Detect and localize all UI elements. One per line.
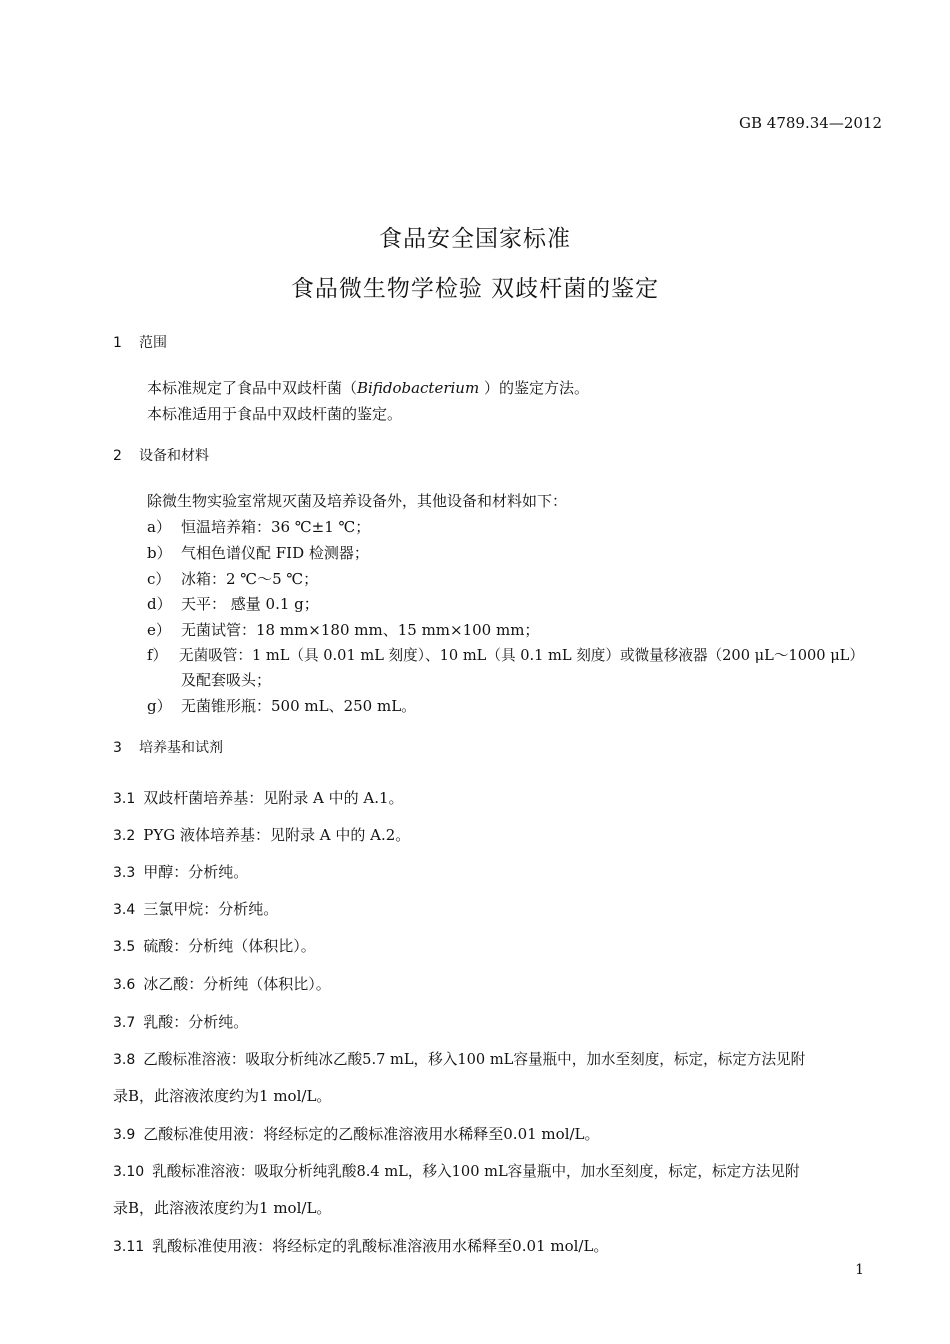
list-label: c） xyxy=(147,570,171,588)
subsection-number: 3.2 xyxy=(113,828,136,844)
subsection-text: 乳酸：分析纯。 xyxy=(143,1013,249,1031)
subsection-number: 3.4 xyxy=(113,902,136,918)
list-text: 恒温培养箱：36 ℃±1 ℃； xyxy=(181,518,371,536)
list-text: 无菌试管：18 mm×180 mm、15 mm×100 mm； xyxy=(181,621,540,639)
subsection-text: 乳酸标准溶液：吸取分析纯乳酸8.4 mL，移入100 mL容量瓶中，加水至刻度，标定，标定方法见附 xyxy=(152,1163,800,1180)
section-number: 3 xyxy=(113,740,122,756)
subsection-3-8-continuation: 录B，此溶液浓度约为1 mol/L。 xyxy=(113,1087,332,1105)
page-number: 1 xyxy=(855,1262,864,1278)
list-text: 无菌锥形瓶：500 mL、250 mL。 xyxy=(181,697,417,715)
list-item xyxy=(147,619,539,640)
subsection-text: 乳酸标准使用液：将经标定的乳酸标准溶液用水稀释至0.01 mol/L。 xyxy=(152,1237,609,1255)
subsection-number: 3.11 xyxy=(113,1239,145,1255)
subsection-3-5 xyxy=(113,935,316,956)
section-number: 1 xyxy=(113,335,122,351)
list-text: 无菌吸管：1 mL（具 0.01 mL 刻度）、10 mL（具 0.1 mL 刻度）或微量移液器（200 μL～1000 μL） xyxy=(179,647,864,664)
section-1-paragraph-2: 本标准适用于食品中双歧杆菌的鉴定。 xyxy=(147,405,403,423)
section-2-intro: 除微生物实验室常规灭菌及培养设备外，其他设备和材料如下： xyxy=(147,492,568,510)
section-title: 培养基和试剂 xyxy=(139,740,223,756)
list-label: e） xyxy=(147,621,171,639)
list-label: b） xyxy=(147,544,172,562)
section-2-heading xyxy=(113,445,209,465)
subsection-text: 冰乙酸：分析纯（体积比）。 xyxy=(143,975,331,993)
list-item xyxy=(147,568,318,589)
paragraph-text: 本标准规定了食品中双歧杆菌（ xyxy=(147,379,358,397)
subsection-number: 3.3 xyxy=(113,865,136,881)
subsection-3-3 xyxy=(113,861,248,882)
document-title: 食品安全国家标准 xyxy=(379,226,571,252)
subsection-3-10 xyxy=(113,1160,800,1181)
subsection-number: 3.10 xyxy=(113,1164,145,1180)
list-item xyxy=(147,695,416,716)
subsection-text: 乙酸标准溶液：吸取分析纯冰乙酸5.7 mL，移入100 mL容量瓶中，加水至刻度，标定，标定方法见附 xyxy=(143,1051,806,1068)
list-item xyxy=(147,516,370,537)
subsection-text: 乙酸标准使用液：将经标定的乙酸标准溶液用水稀释至0.01 mol/L。 xyxy=(143,1125,600,1143)
subsection-3-9 xyxy=(113,1123,600,1144)
subsection-text: 甲醇：分析纯。 xyxy=(143,863,249,881)
section-number: 2 xyxy=(113,448,122,464)
subsection-number: 3.9 xyxy=(113,1127,136,1143)
list-text: 气相色谱仪配 FID 检测器； xyxy=(181,544,369,562)
subsection-3-11 xyxy=(113,1235,608,1256)
list-text: 冰箱：2 ℃～5 ℃； xyxy=(181,570,319,588)
latin-name: Bifidobacterium xyxy=(357,379,480,397)
list-text: 天平： 感量 0.1 g； xyxy=(181,595,319,613)
subsection-3-1 xyxy=(113,787,404,808)
list-item xyxy=(147,644,864,665)
subsection-text: 双歧杆菌培养基：见附录 A 中的 A.1。 xyxy=(143,789,404,807)
list-item xyxy=(147,542,369,563)
subsection-3-8 xyxy=(113,1048,805,1069)
subsection-number: 3.8 xyxy=(113,1052,136,1068)
subsection-number: 3.6 xyxy=(113,977,136,993)
subsection-text: PYG 液体培养基：见附录 A 中的 A.2。 xyxy=(143,826,411,844)
paragraph-text: ）的鉴定方法。 xyxy=(479,379,589,397)
list-item xyxy=(147,593,319,614)
subsection-3-6 xyxy=(113,973,331,994)
list-item-continuation: 及配套吸头； xyxy=(181,671,272,689)
subsection-3-4 xyxy=(113,898,278,919)
section-3-heading xyxy=(113,737,223,757)
subsection-3-10-continuation: 录B，此溶液浓度约为1 mol/L。 xyxy=(113,1199,332,1217)
subsection-number: 3.5 xyxy=(113,939,136,955)
section-title: 范围 xyxy=(139,335,167,351)
section-1-paragraph-1 xyxy=(147,377,589,398)
list-label: g） xyxy=(147,697,172,715)
section-title: 设备和材料 xyxy=(139,448,209,464)
list-label: d） xyxy=(147,595,172,613)
subsection-3-2 xyxy=(113,824,410,845)
subsection-3-7 xyxy=(113,1011,248,1032)
subsection-number: 3.7 xyxy=(113,1015,136,1031)
subsection-text: 硫酸：分析纯（体积比）。 xyxy=(143,937,316,955)
subsection-text: 三氯甲烷：分析纯。 xyxy=(143,900,279,918)
list-label: f） xyxy=(147,646,168,664)
list-label: a） xyxy=(147,518,171,536)
subsection-number: 3.1 xyxy=(113,791,136,807)
section-1-heading xyxy=(113,332,167,352)
document-subtitle: 食品微生物学检验 双歧杆菌的鉴定 xyxy=(290,276,660,302)
standard-code: GB 4789.34—2012 xyxy=(739,114,882,132)
